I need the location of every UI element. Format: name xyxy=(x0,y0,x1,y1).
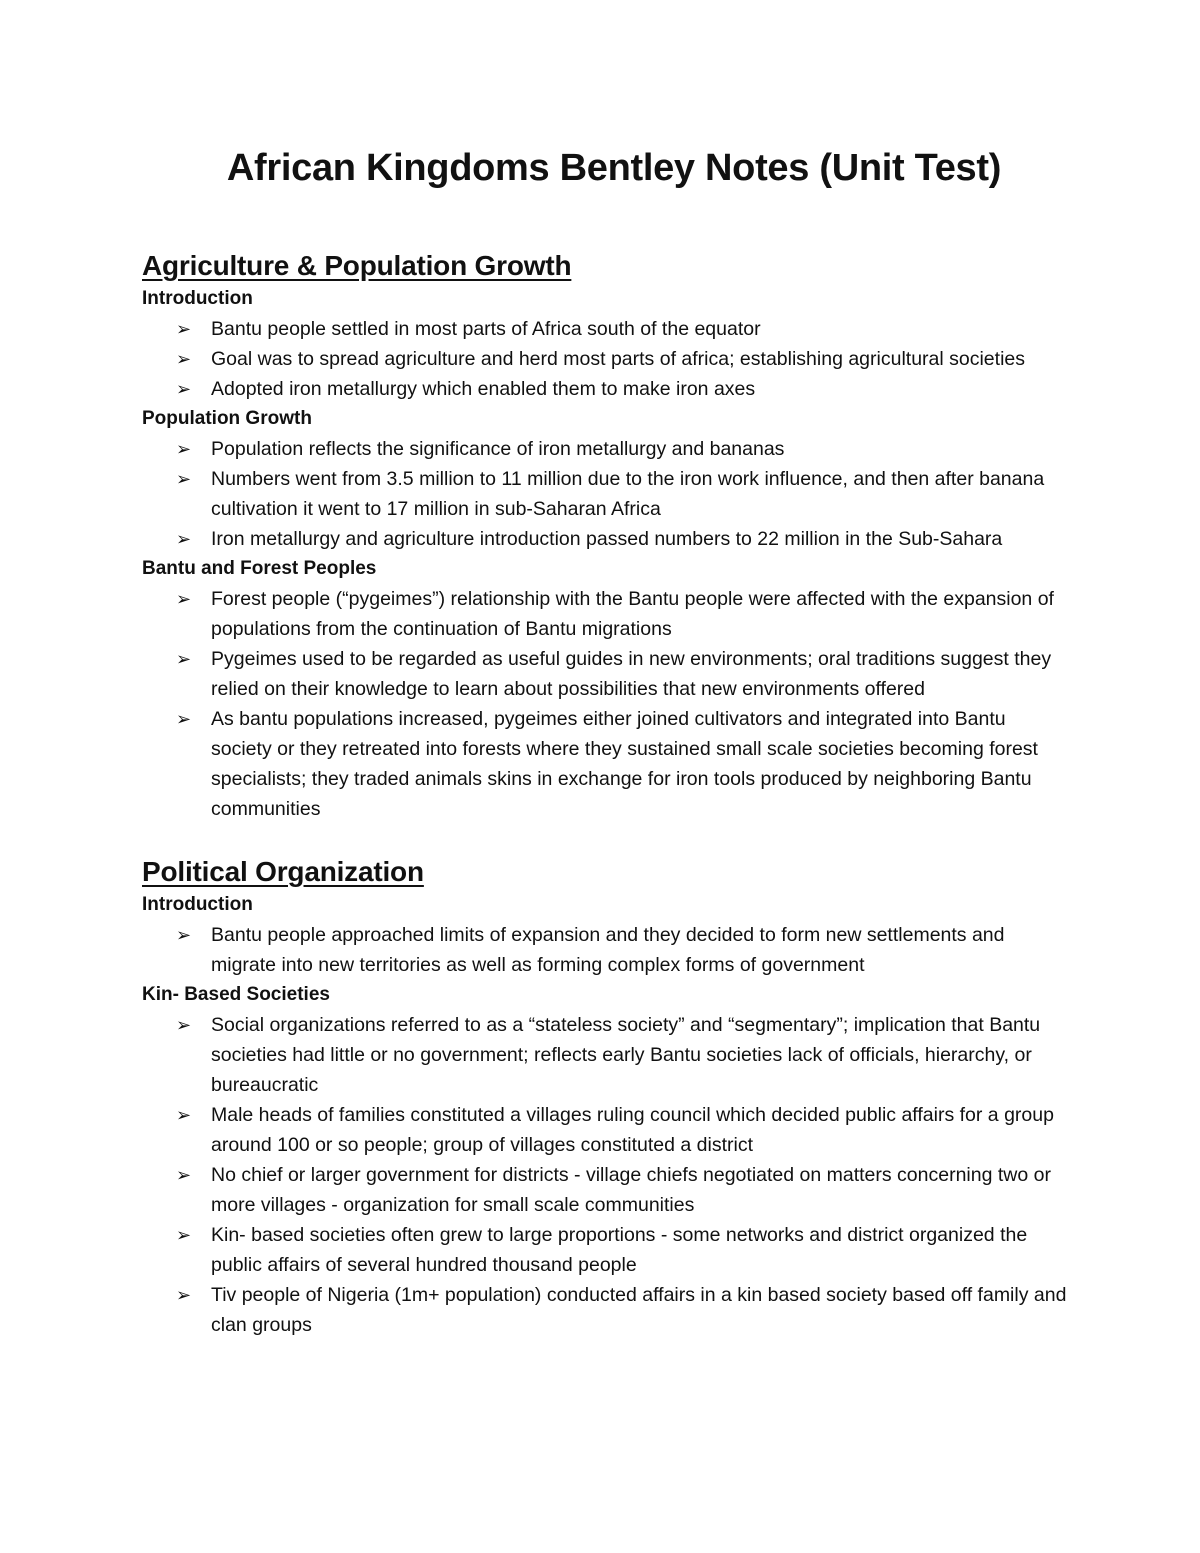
bullet-list xyxy=(142,434,1070,554)
list-item-text: Bantu people settled in most parts of Africa south of the equator xyxy=(211,318,761,340)
document-title: African Kingdoms Bentley Notes (Unit Test) xyxy=(226,147,1002,189)
list-item-text: Numbers went from 3.5 million to 11 million due to the iron work influence, and then after banana cultivation it went to 17 million in sub-Saharan Africa xyxy=(211,468,1045,520)
list-item-text: Goal was to spread agriculture and herd most parts of africa; establishing agricultural societies xyxy=(211,348,1025,370)
list-item-text: Adopted iron metallurgy which enabled them to make iron axes xyxy=(211,378,756,400)
list-item xyxy=(176,1280,1070,1340)
arrow-bullet-icon: ➢ xyxy=(176,1015,192,1035)
arrow-bullet-icon: ➢ xyxy=(176,379,192,399)
subsection-heading-introduction: Introduction xyxy=(142,288,253,309)
arrow-bullet-icon: ➢ xyxy=(176,589,192,609)
arrow-bullet-icon: ➢ xyxy=(176,469,192,489)
list-item xyxy=(176,1220,1070,1280)
list-item xyxy=(176,584,1070,644)
list-item-text: Pygeimes used to be regarded as useful guides in new environments; oral traditions suggest they relied on their knowledge to learn about possibilities that new environments offered xyxy=(211,648,1052,700)
arrow-bullet-icon: ➢ xyxy=(176,529,192,549)
list-item-text: As bantu populations increased, pygeimes either joined cultivators and integrated into Bantu society or they retreated into forests where they sustained small scale societies becoming forest specialists; they traded animals skins in exchange for iron tools produced by neighboring Bantu communities xyxy=(211,708,1038,820)
list-item-text: Kin- based societies often grew to large proportions - some networks and district organized the public affairs of several hundred thousand people xyxy=(211,1224,1028,1276)
subsection-heading-introduction: Introduction xyxy=(142,894,253,915)
list-item xyxy=(176,1160,1070,1220)
list-item-text: Male heads of families constituted a villages ruling council which decided public affairs for a group around 100 or so people; group of villages constituted a district xyxy=(211,1104,1054,1156)
list-item-text: Forest people (“pygeimes”) relationship with the Bantu people were affected with the expansion of populations from the continuation of Bantu migrations xyxy=(211,588,1054,640)
list-item xyxy=(176,434,1070,464)
arrow-bullet-icon: ➢ xyxy=(176,649,192,669)
bullet-list xyxy=(142,584,1070,824)
list-item-text: Tiv people of Nigeria (1m+ population) conducted affairs in a kin based society based off family and clan groups xyxy=(211,1284,1067,1336)
list-item-text: Iron metallurgy and agriculture introduction passed numbers to 22 million in the Sub-Sahara xyxy=(211,528,1003,550)
list-item-text: Bantu people approached limits of expansion and they decided to form new settlements and migrate into new territories as well as forming complex forms of government xyxy=(211,924,1005,976)
list-item-text: No chief or larger government for districts - village chiefs negotiated on matters concerning two or more villages - organization for small scale communities xyxy=(211,1164,1051,1216)
arrow-bullet-icon: ➢ xyxy=(176,1105,192,1125)
subsection-heading-bantu-forest-peoples: Bantu and Forest Peoples xyxy=(142,558,377,579)
bullet-list xyxy=(142,920,1070,980)
section-agriculture-population-growth xyxy=(142,248,1070,824)
bullet-list xyxy=(142,314,1070,404)
subsection-heading-population-growth: Population Growth xyxy=(142,408,312,429)
list-item xyxy=(176,464,1070,524)
section-heading: Political Organization xyxy=(142,856,424,887)
arrow-bullet-icon: ➢ xyxy=(176,1165,192,1185)
section-political-organization xyxy=(142,854,1070,1340)
subsection-heading-kin-based-societies: Kin- Based Societies xyxy=(142,984,330,1005)
list-item xyxy=(176,314,1070,344)
arrow-bullet-icon: ➢ xyxy=(176,1285,192,1305)
bullet-list xyxy=(142,1010,1070,1340)
list-item xyxy=(176,1100,1070,1160)
list-item xyxy=(176,374,1070,404)
list-item xyxy=(176,344,1070,374)
section-heading: Agriculture & Population Growth xyxy=(142,250,572,281)
list-item xyxy=(176,920,1070,980)
arrow-bullet-icon: ➢ xyxy=(176,349,192,369)
list-item xyxy=(176,524,1070,554)
list-item-text: Social organizations referred to as a “stateless society” and “segmentary”; implication that Bantu societies had little or no government; reflects early Bantu societies lack of officials, hierarchy, or bureaucratic xyxy=(211,1014,1041,1096)
arrow-bullet-icon: ➢ xyxy=(176,439,192,459)
arrow-bullet-icon: ➢ xyxy=(176,1225,192,1245)
list-item xyxy=(176,644,1070,704)
list-item xyxy=(176,704,1070,824)
arrow-bullet-icon: ➢ xyxy=(176,319,192,339)
arrow-bullet-icon: ➢ xyxy=(176,925,192,945)
list-item-text: Population reflects the significance of iron metallurgy and bananas xyxy=(211,438,785,460)
arrow-bullet-icon: ➢ xyxy=(176,709,192,729)
list-item xyxy=(176,1010,1070,1100)
